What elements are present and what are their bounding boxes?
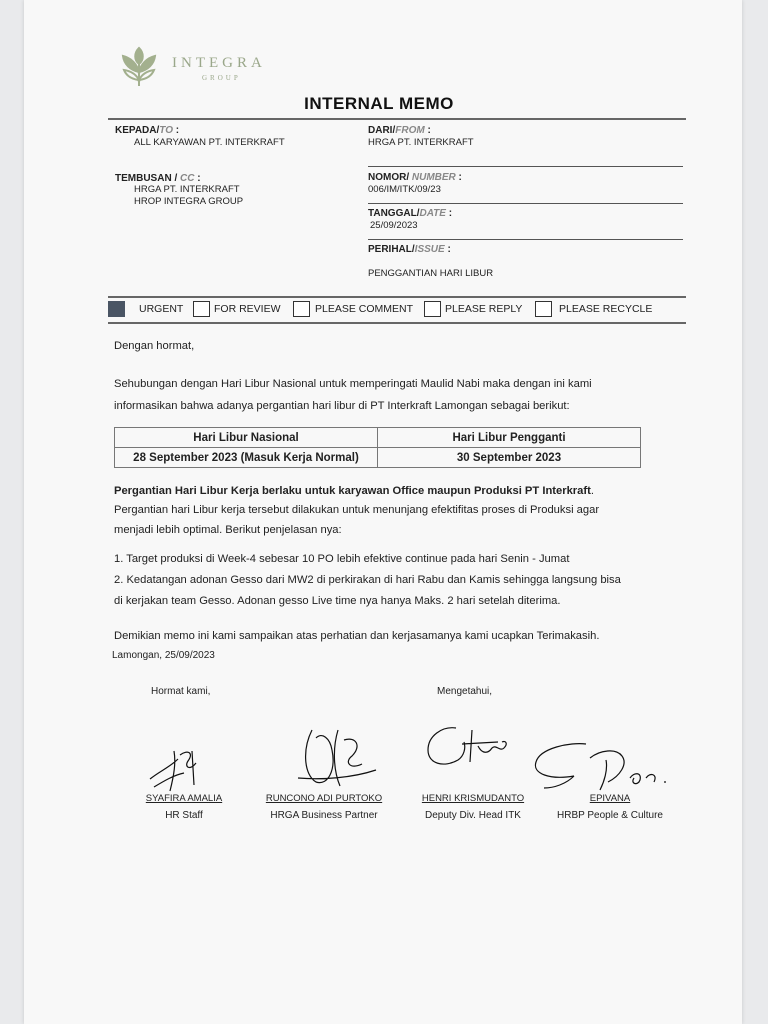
hormat-kami-heading: Hormat kami,: [151, 686, 211, 697]
memo-title: INTERNAL MEMO: [304, 94, 454, 113]
checkbox-bottom-rule: [108, 322, 686, 324]
please-recycle-checkbox[interactable]: [535, 301, 552, 317]
mengetahui-heading: Mengetahui,: [437, 686, 493, 697]
signatory-name: SYAFIRA AMALIA: [145, 793, 223, 804]
nomor-rule: [368, 203, 683, 204]
intro-line-2: informasikan bahwa adanya pergantian hari libur di PT Interkraft Lamongan sebagai berikut:: [114, 400, 570, 412]
list-item-2-line-1: 2. Kedatangan adonan Gesso dari MW2 di perkirakan di hari Rabu dan Kamis sehingga langsung bisa: [114, 574, 621, 586]
for-review-checkbox[interactable]: [193, 301, 210, 317]
tanggal-rule: [368, 239, 683, 240]
tembusan-value-2: HROP INTEGRA GROUP: [134, 196, 244, 207]
intro-line-1: Sehubungan dengan Hari Libur Nasional untuk memperingati Maulid Nabi maka dengan ini kami: [114, 378, 592, 390]
bold-statement: Pergantian Hari Libur Kerja berlaku untuk karyawan Office maupun Produksi PT Interkraft.: [114, 485, 594, 497]
signatory-role: HRGA Business Partner: [270, 810, 378, 821]
list-item-1: 1. Target produksi di Week-4 sebesar 10 PO lebih efektive continue pada hari Senin - Jumat: [114, 553, 570, 565]
please-recycle-label: PLEASE RECYCLE: [559, 303, 653, 315]
logo-sub: GROUP: [202, 74, 241, 82]
holiday-table: [114, 427, 641, 468]
table-row: [115, 448, 641, 468]
signatory-role: Deputy Div. Head ITK: [425, 810, 521, 821]
place-date: Lamongan, 25/09/2023: [112, 650, 215, 661]
greeting: Dengan hormat,: [114, 340, 195, 352]
title-rule: [108, 118, 686, 120]
please-reply-label: PLEASE REPLY: [445, 303, 523, 315]
table-cell: 28 September 2023 (Masuk Kerja Normal): [115, 448, 378, 468]
dari-rule: [368, 166, 683, 167]
please-reply-checkbox[interactable]: [424, 301, 441, 317]
memo-paper: [24, 0, 742, 1024]
signatory-name: HENRI KRISMUDANTO: [421, 793, 525, 804]
table-header-row: [115, 428, 641, 448]
closing-line: Demikian memo ini kami sampaikan atas perhatian dan kerjasamanya kami ucapkan Terimakasih.: [114, 630, 600, 642]
tanggal-value: 25/09/2023: [370, 220, 418, 231]
checkbox-top-rule: [108, 296, 686, 298]
integra-logo-icon: [118, 46, 160, 88]
signatory-role: HR Staff: [165, 810, 203, 821]
for-review-label: FOR REVIEW: [214, 303, 281, 315]
dari-value: HRGA PT. INTERKRAFT: [368, 137, 474, 148]
urgent-checkbox[interactable]: [108, 301, 125, 317]
urgent-label: URGENT: [139, 303, 184, 315]
nomor-value: 006/IM/ITK/09/23: [368, 184, 441, 195]
please-comment-checkbox[interactable]: [293, 301, 310, 317]
dari-label: DARI/FROM :: [368, 125, 431, 136]
please-comment-label: PLEASE COMMENT: [315, 303, 414, 315]
kepada-value: ALL KARYAWAN PT. INTERKRAFT: [134, 137, 285, 148]
table-header: Hari Libur Nasional: [115, 428, 378, 448]
paragraph-line-2: menjadi lebih optimal. Berikut penjelasan nya:: [114, 524, 342, 536]
signature-runcono-icon: [292, 720, 382, 795]
perihal-label: PERIHAL/ISSUE :: [368, 244, 451, 255]
signatory-role: HRBP People & Culture: [557, 810, 663, 821]
tanggal-label: TANGGAL/DATE :: [368, 208, 453, 219]
signatory-name: RUNCONO ADI PURTOKO: [265, 793, 383, 804]
signature-henri-icon: [422, 722, 512, 782]
kepada-label: KEPADA/TO :: [115, 125, 180, 136]
paragraph-line-1: Pergantian hari Libur kerja tersebut dilakukan untuk menunjang efektifitas proses di Produksi agar: [114, 504, 600, 516]
logo-name: INTEGRA: [172, 55, 266, 71]
signatory-name: EPIVANA: [589, 793, 631, 804]
nomor-label: NOMOR/ NUMBER :: [368, 172, 462, 183]
tembusan-label: TEMBUSAN / CC :: [115, 173, 201, 184]
signature-epivana-icon: [530, 738, 675, 798]
perihal-value: PENGGANTIAN HARI LIBUR: [368, 268, 494, 279]
tembusan-value-1: HRGA PT. INTERKRAFT: [134, 184, 240, 195]
table-cell: 30 September 2023: [378, 448, 641, 468]
signature-syafira-icon: [144, 745, 214, 795]
list-item-2-line-2: di kerjakan team Gesso. Adonan gesso Live time nya hanya Maks. 2 hari setelah diterima.: [114, 595, 561, 607]
table-header: Hari Libur Pengganti: [378, 428, 641, 448]
